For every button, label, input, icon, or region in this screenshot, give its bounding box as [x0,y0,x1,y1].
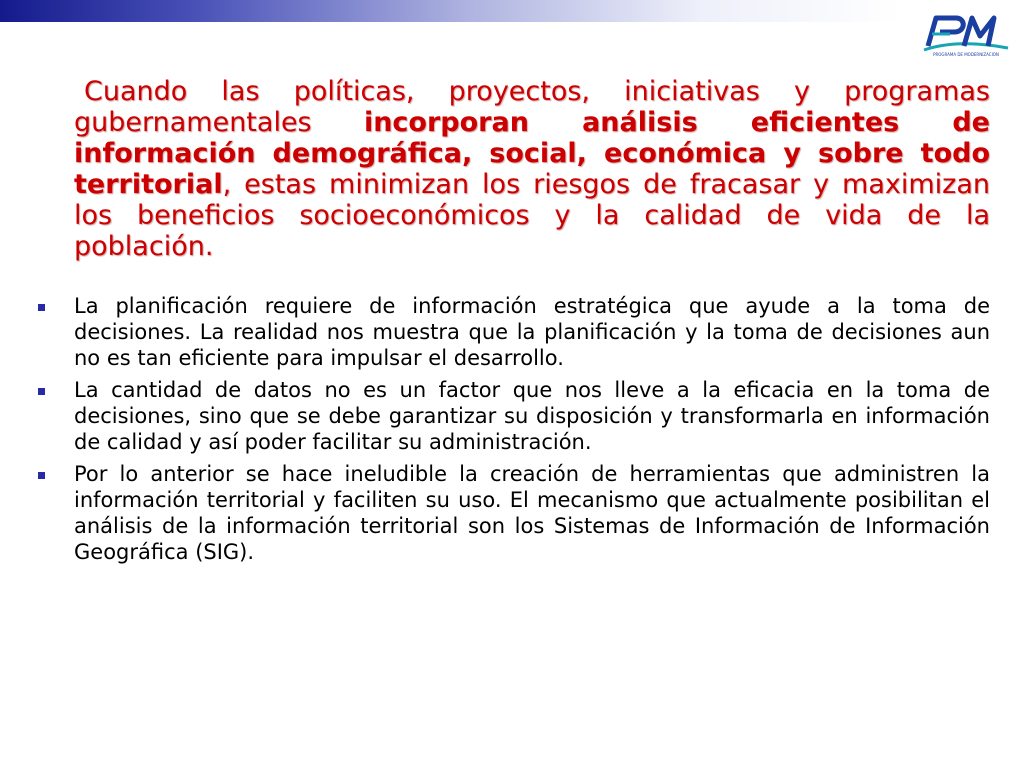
title-gradient-band [0,0,900,22]
logo-caption: PROGRAMA DE MODERNIZACION [933,52,999,57]
square-bullet-icon [38,388,45,395]
lead-text-emphasis: incorporan análisis eficientes de información demográfica, social, económica y sobre todo territorial [74,107,990,200]
lead-text-intro: Cuando las políticas, proyectos, iniciativas y programas gubernamentales [74,76,990,138]
lead-text-conclusion: , estas minimizan los riesgos de fracasar y maximizan los beneficios socioeconómicos y la calidad de vida de la población. [74,169,990,262]
organization-logo [922,12,1010,58]
square-bullet-icon [38,472,45,479]
bullet-text: La cantidad de datos no es un factor que nos lleve a la eficacia en la toma de decisiones, sino que se debe garantizar su disposición y transformarla en información de calidad y así poder facilitar su administración. [74,378,990,454]
bullet-item [30,377,990,455]
bullet-text: Por lo anterior se hace ineludible la creación de herramientas que administren la información territorial y faciliten su uso. El mecanismo que actualmente posibilitan el análisis de la información territorial son los Sistemas de Información de Información Geográfica (SIG). [74,462,990,564]
square-bullet-icon [38,304,45,311]
bullet-item [30,293,990,371]
bullet-list [30,293,990,571]
lead-paragraph [74,76,990,262]
bullet-item [30,461,990,565]
bullet-text: La planificación requiere de información estratégica que ayude a la toma de decisiones. La realidad nos muestra que la planificación y la toma de decisiones aun no es tan eficiente para impulsar el desarrollo. [74,294,990,370]
